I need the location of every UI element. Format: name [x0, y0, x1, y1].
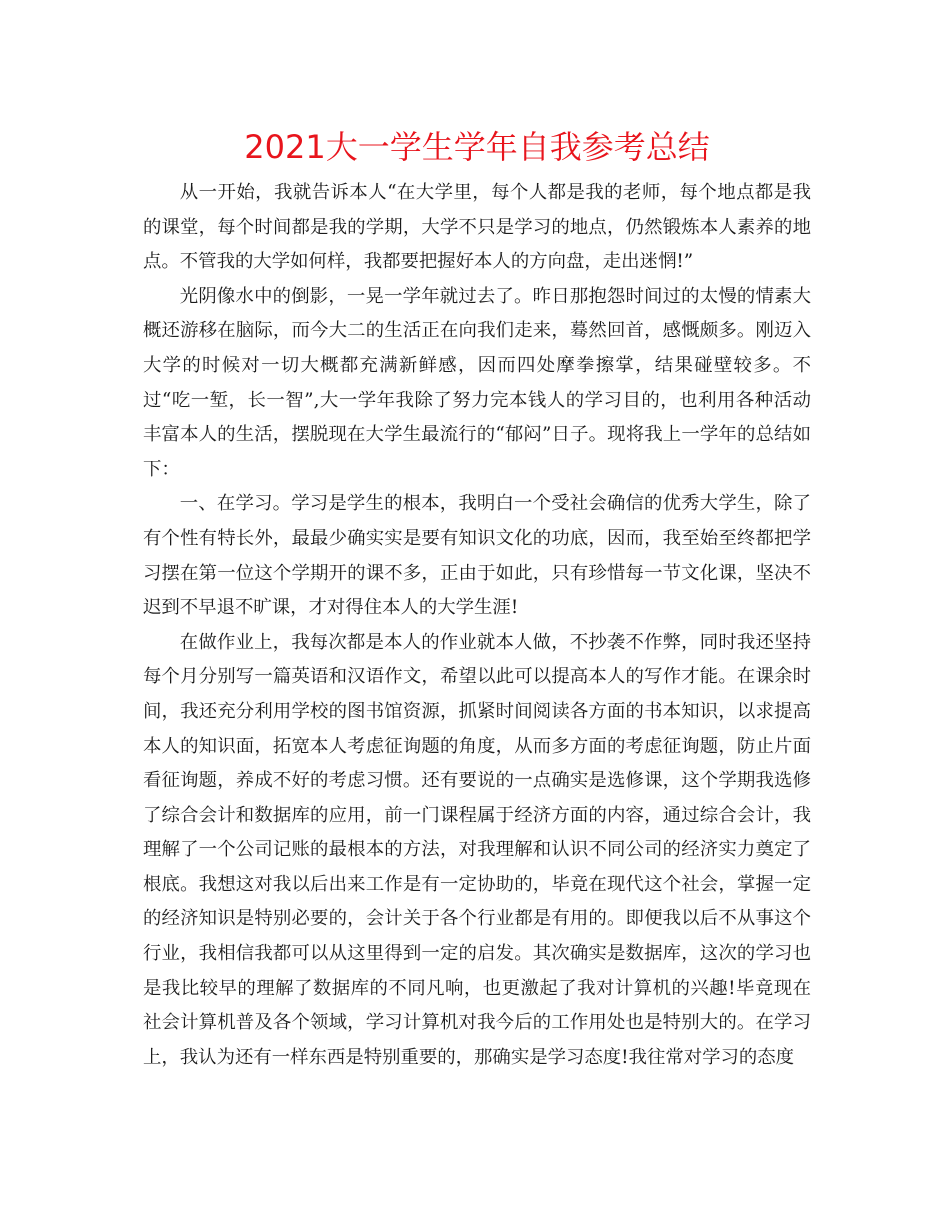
- paragraph-1: 从一开始，我就告诉本人“在大学里，每个人都是我的老师，每个地点都是我的课堂，每个时间都是我的学期，大学不只是学习的地点，仍然锻炼本人素养的地点。不管我的大学如何样，我都要把握好本人的方向盘，走出迷惘!”: [143, 182, 811, 273]
- paragraph-4: 在做作业上，我每次都是本人的作业就本人做，不抄袭不作弊，同时我还坚持每个月分别写一篇英语和汉语作文，希望以此可以提高本人的写作才能。在课余时间，我还充分利用学校的图书馆资源，抓紧时间阅读各方面的书本知识，以求提高本人的知识面，拓宽本人考虑征询题的角度，从而多方面的考虑征询题，防止片面看征询题，养成不好的考虑习惯。还有要说的一点确实是选修课，这个学期我选修了综合会计和数据库的应用，前一门课程属于经济方面的内容，通过综合会计，我理解了一个公司记账的最根本的方法，对我理解和认识不同公司的经济实力奠定了根底。我想这对我以后出来工作是有一定协助的，毕竟在现代这个社会，掌握一定的经济知识是特别必要的，会计关于各个行业都是有用的。即便我以后不从事这个行业，我相信我都可以从这里得到一定的启发。其次确实是数据库，这次的学习也是我比较早的理解了数据库的不同凡响，也更激起了我对计算机的兴趣!毕竟现在社会计算机普及各个领域，学习计算机对我今后的工作用处也是特别大的。在学习上，我认为还有一样东西是特别重要的，那确实是学习态度!我往常对学习的态度: [143, 631, 811, 1068]
- document-body: [143, 118, 811, 1075]
- document-title: 2021大一学生学年自我参考总结: [244, 128, 710, 166]
- paragraph-2: 光阴像水中的倒影，一晃一学年就过去了。昨日那抱怨时间过的太慢的情素大概还游移在脑际，而今大二的生活正在向我们走来，蓦然回首，感慨颇多。刚迈入大学的时候对一切大概都充满新鲜感，因而四处摩拳擦掌，结果碰壁较多。不过“吃一堑，长一智”,大一学年我除了努力完本钱人的学习目的，也利用各种活动丰富本人的生活，摆脱现在大学生最流行的“郁闷”日子。现将我上一学年的总结如下：: [143, 285, 811, 480]
- paragraph-3: 一、在学习。学习是学生的根本，我明白一个受社会确信的优秀大学生，除了有个性有特长外，最最少确实实是要有知识文化的功底，因而，我至始至终都把学习摆在第一位这个学期开的课不多，正由于如此，只有珍惜每一节文化课，坚决不迟到不早退不旷课，才对得住本人的大学生涯!: [143, 493, 811, 619]
- document-text: [143, 176, 811, 1075]
